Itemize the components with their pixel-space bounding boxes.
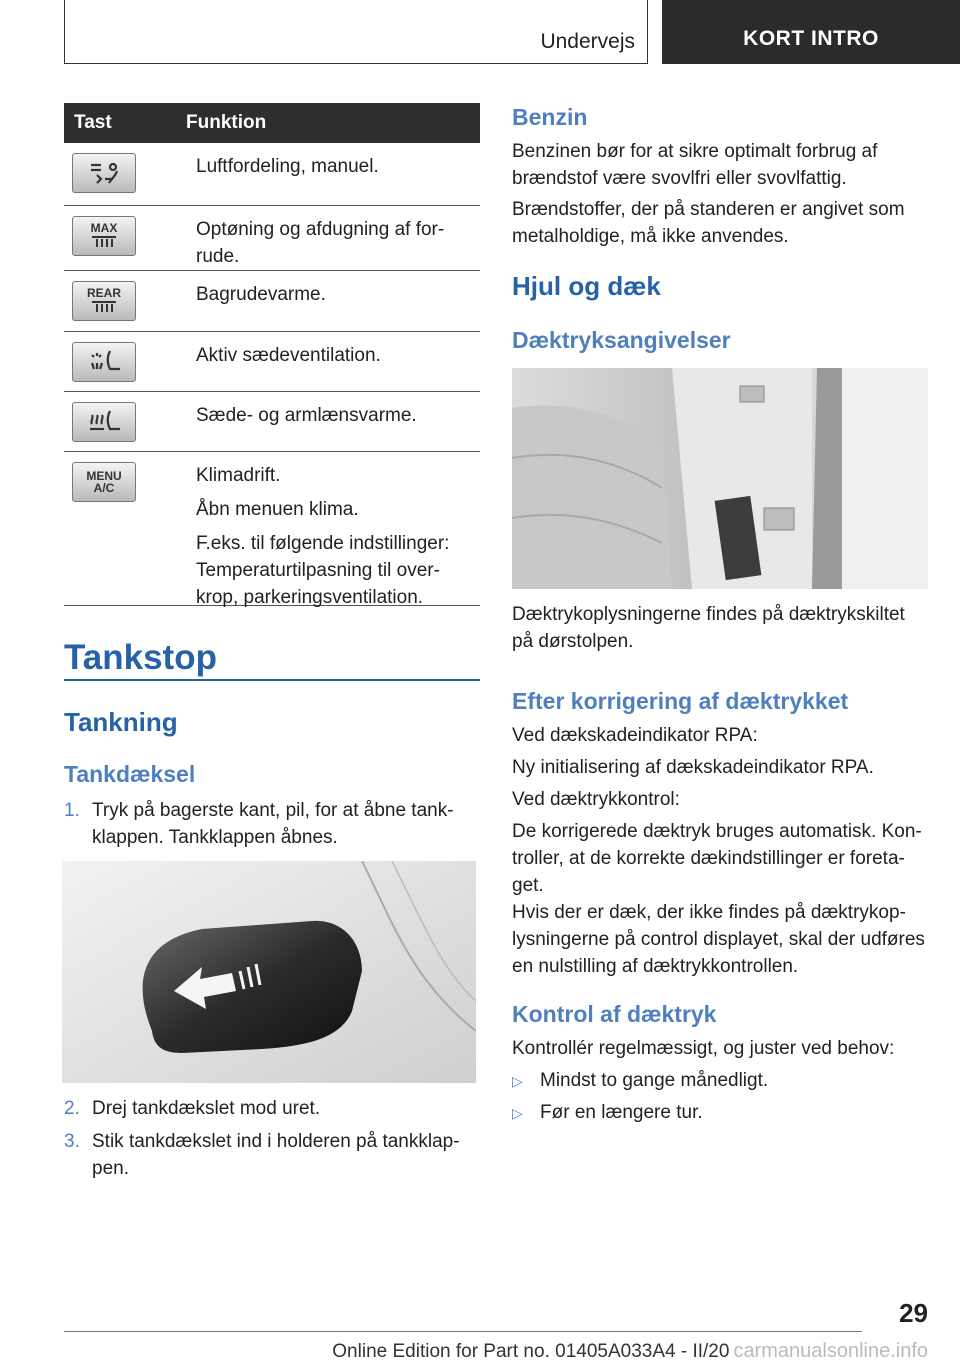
air-distribution-icon	[72, 153, 136, 193]
bullet-text: Før en længere tur.	[540, 1102, 703, 1123]
row-function-text: Aktiv sædeventilation.	[196, 345, 381, 366]
table-row	[64, 271, 480, 332]
list-item	[512, 1099, 928, 1127]
daektryk-paragraph: Dæktrykoplysningerne findes på dæktrykskiltet på dørstolpen.	[512, 604, 905, 652]
footer-edition	[0, 1340, 960, 1363]
triangle-bullet-icon: ▷	[512, 1105, 523, 1121]
key-function-table	[64, 103, 480, 606]
row-function-text: Bagrudevarme.	[196, 284, 326, 305]
table-header	[64, 103, 480, 143]
step-number: 3.	[64, 1131, 80, 1152]
seat-armrest-heating-icon	[72, 402, 136, 442]
row-function-text: Klimadrift.	[196, 465, 281, 486]
efter-paragraph-2: Ny initialisering af dækskadeindikator RPA.	[512, 757, 874, 778]
key-label: REAR	[86, 286, 121, 300]
step-1	[64, 797, 474, 851]
benzin-paragraph-2: Brændstoffer, der på standeren er angivet som metalholdige, må ikke anvendes.	[512, 199, 905, 247]
row-function-text: F.eks. til følgende indstillinger: Temperaturtilpasning til over-krop, parkeringsventilation.	[196, 533, 450, 608]
step-text: Drej tankdækslet mod uret.	[92, 1098, 321, 1119]
col-header-function: Funktion	[186, 112, 267, 133]
table-row	[64, 332, 480, 392]
col-header-key: Tast	[74, 112, 112, 133]
header-section-title: Undervejs	[540, 30, 635, 53]
max-defrost-icon	[72, 216, 136, 256]
row-function-text: Sæde- og armlænsvarme.	[196, 405, 417, 426]
table-row	[64, 452, 480, 606]
heading-hjul-og-daek: Hjul og dæk	[512, 271, 661, 301]
door-pillar-illustration	[512, 368, 928, 589]
step-2	[64, 1095, 474, 1122]
heading-tankning: Tankning	[64, 707, 178, 737]
key-label: MENU A/C	[86, 469, 122, 495]
rear-window-heating-icon	[72, 281, 136, 321]
row-function-text: Luftfordeling, manuel.	[196, 156, 379, 177]
efter-paragraph-5: Hvis der er dæk, der ikke findes på dæktrykop-lysningerne på control displayet, skal der udføres en nulstilling af dæktrykkontrollen.	[512, 902, 925, 977]
step-3	[64, 1128, 474, 1182]
step-number: 2.	[64, 1098, 80, 1119]
heading-kontrol-af-daektryk: Kontrol af dæktryk	[512, 1001, 717, 1027]
heading-daektryksangivelser: Dæktryksangivelser	[512, 327, 731, 353]
step-number: 1.	[64, 800, 80, 821]
table-row	[64, 206, 480, 271]
page-number: 29	[899, 1298, 928, 1328]
table-row	[64, 143, 480, 206]
heading-tankdaeksel: Tankdæksel	[64, 761, 196, 787]
step-text: Tryk på bagerste kant, pil, for at åbne tank-klappen. Tankklappen åbnes.	[92, 800, 454, 848]
key-label: MAX	[90, 221, 118, 235]
efter-paragraph-1: Ved dækskadeindikator RPA:	[512, 725, 758, 746]
heading-benzin: Benzin	[512, 104, 588, 130]
edition-text: Online Edition for Part no. 01405A033A4 - II/20	[332, 1341, 730, 1362]
row-function-text: Optøning og afdugning af for-rude.	[196, 219, 445, 267]
menu-ac-icon	[72, 462, 136, 502]
footer-rule	[64, 1331, 862, 1332]
efter-paragraph-4: De korrigerede dæktryk bruges automatisk. Kon-troller, at de korrekte dækindstillinger er foreta-get.	[512, 821, 922, 896]
bullet-text: Mindst to gange månedligt.	[540, 1070, 769, 1091]
table-row	[64, 392, 480, 452]
step-text: Stik tankdækslet ind i holderen på tankklap-pen.	[92, 1131, 460, 1179]
section-title-tankstop: Tankstop	[64, 638, 217, 677]
efter-paragraph-3: Ved dæktrykkontrol:	[512, 789, 680, 810]
kontrol-paragraph: Kontrollér regelmæssigt, og juster ved behov:	[512, 1038, 895, 1059]
watermark: carmanualsonline.info	[733, 1340, 928, 1362]
row-function-text: Åbn menuen klima.	[196, 499, 359, 520]
triangle-bullet-icon: ▷	[512, 1073, 523, 1089]
fuel-flap-illustration	[62, 861, 476, 1083]
chapter-tab[interactable]: KORT INTRO	[662, 0, 960, 64]
benzin-paragraph-1: Benzinen bør for at sikre optimalt forbrug af brændstof være svovlfri eller svovlfattig.	[512, 141, 878, 189]
seat-ventilation-icon	[72, 342, 136, 382]
heading-efter-korrigering: Efter korrigering af dæktrykket	[512, 688, 849, 714]
section-rule	[64, 679, 480, 681]
list-item	[512, 1067, 928, 1095]
